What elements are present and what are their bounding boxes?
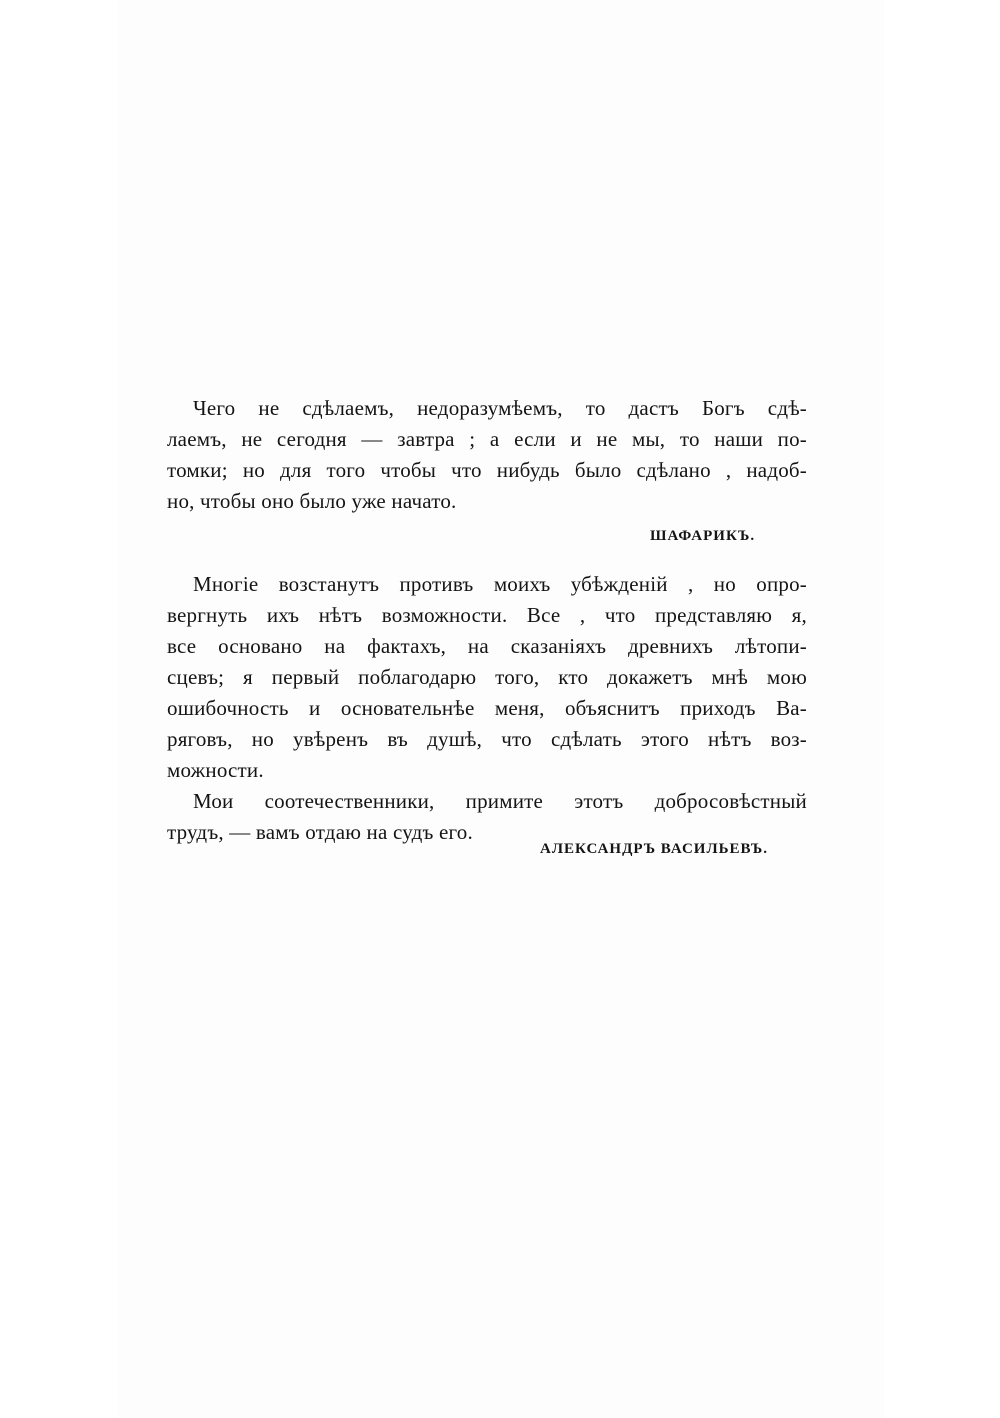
preface-signature: АЛЕКСАНДРЪ ВАСИЛЬЕВЪ. [540,841,768,857]
preface-line-4: сцевъ; я первый поблагодарю того, кто докажетъ мнѣ мою [167,665,807,689]
preface-line-6: ряговъ, но увѣренъ въ душѣ, что сдѣлать этого нѣтъ воз- [167,727,807,751]
preface-line-8: Мои соотечественники, примите этотъ добросовѣстный [193,789,807,813]
preface-line-3: все основано на фактахъ, на сказаніяхъ древнихъ лѣтопи- [167,634,807,658]
preface-line-9: трудъ, — вамъ отдаю на судъ его. [167,820,473,844]
epigraph-line-2: лаемъ, не сегодня — завтра ; а если и не мы, то наши по- [167,427,807,451]
epigraph-line-1: Чего не сдѣлаемъ, недоразумѣемъ, то дастъ Богъ сдѣ- [193,396,807,420]
preface-line-7: можности. [167,758,264,782]
preface-line-1: Многіе возстанутъ противъ моихъ убѣжденій , но опро- [193,572,807,596]
preface-line-5: ошибочность и основательнѣе меня, объяснитъ приходъ Ва- [167,696,807,720]
epigraph-line-4: но, чтобы оно было уже начато. [167,489,457,513]
epigraph-author: ШАФАРИКЪ. [650,528,756,544]
epigraph-line-3: томки; но для того чтобы что нибудь было сдѣлано , надоб- [167,458,807,482]
preface-line-2: вергнуть ихъ нѣтъ возможности. Все , что представляю я, [167,603,807,627]
